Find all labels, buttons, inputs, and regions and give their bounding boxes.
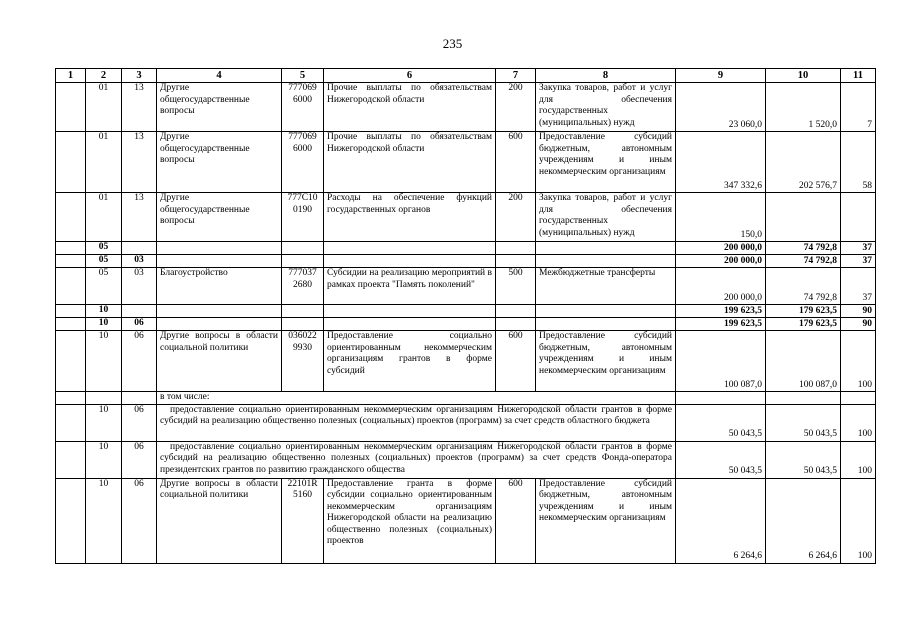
col-header: 4 [157, 69, 282, 83]
budget-table [55, 68, 876, 564]
col-header: 3 [122, 69, 157, 83]
col-header: 6 [324, 69, 496, 83]
cell-plan: 347 332,6 [676, 132, 766, 193]
cell-row [56, 193, 86, 242]
cell-article-name: Предоставление социально ориентированным некоммерческим организациям грантов в форме субсидий [324, 331, 496, 392]
cell-actual: 6 264,6 [766, 478, 841, 563]
cell-actual: 100 087,0 [766, 331, 841, 392]
page-number: 235 [442, 36, 463, 51]
cell-subsection-name [157, 255, 282, 268]
cell-percent [841, 193, 876, 242]
col-header: 8 [536, 69, 676, 83]
cell-actual: 50 043,5 [766, 404, 841, 441]
cell-percent: 7 [841, 83, 876, 132]
col-header: 7 [496, 69, 536, 83]
cell-expense-type [496, 255, 536, 268]
cell-plan [676, 392, 766, 405]
cell-target-article: 22101R 5160 [282, 478, 324, 563]
cell-target-article: 777037 2680 [282, 268, 324, 305]
cell-expense-type: 600 [496, 331, 536, 392]
cell-subsection: 06 [122, 441, 157, 478]
cell-percent: 100 [841, 441, 876, 478]
cell-expense-type [496, 242, 536, 255]
table-row [56, 132, 876, 193]
cell-expense-type: 200 [496, 193, 536, 242]
cell-target-article: 777C10 0190 [282, 193, 324, 242]
cell-subsection-name [157, 242, 282, 255]
cell-subsection-name: Другие вопросы в области социальной политики [157, 331, 282, 392]
table-row [56, 318, 876, 331]
col-header: 1 [56, 69, 86, 83]
col-header: 2 [86, 69, 122, 83]
cell-description: предоставление социально ориентированным некоммерческим организациям Нижегородской области грантов в форме субсидий на реализацию общественно полезных (социальных) проектов (программ) за счет средств Фонда-оператора президентских грантов по развитию гражданского общества [157, 441, 676, 478]
cell-expense-type-name: Предоставление субсидий бюджетным, автономным учреждениям и иным некоммерческим организациям [536, 331, 676, 392]
cell-expense-type-name: Закупка товаров, работ и услуг для обеспечения государственных (муниципальных) нужд [536, 193, 676, 242]
cell-actual: 74 792,8 [766, 268, 841, 305]
cell-subsection: 06 [122, 404, 157, 441]
cell-expense-type-name [536, 305, 676, 318]
cell-target-article [282, 242, 324, 255]
table-row [56, 83, 876, 132]
cell-plan: 6 264,6 [676, 478, 766, 563]
cell-target-article: 777069 6000 [282, 83, 324, 132]
cell-percent: 90 [841, 305, 876, 318]
cell-actual: 50 043,5 [766, 441, 841, 478]
cell-expense-type: 200 [496, 83, 536, 132]
cell-subsection: 13 [122, 193, 157, 242]
cell-expense-type [496, 318, 536, 331]
cell-percent: 37 [841, 268, 876, 305]
header-row [56, 69, 876, 83]
cell-percent: 100 [841, 478, 876, 563]
cell-plan: 200 000,0 [676, 255, 766, 268]
cell-actual: 74 792,8 [766, 242, 841, 255]
cell-actual: 179 623,5 [766, 305, 841, 318]
cell-section: 05 [86, 242, 122, 255]
cell-article-name: Прочие выплаты по обязательствам Нижегородской области [324, 83, 496, 132]
cell-article-name: Прочие выплаты по обязательствам Нижегородской области [324, 132, 496, 193]
cell-subsection-name [157, 318, 282, 331]
table-row [56, 404, 876, 441]
cell-subsection-name: Другие общегосударственные вопросы [157, 83, 282, 132]
table-row [56, 331, 876, 392]
cell-subsection-name: Другие вопросы в области социальной политики [157, 478, 282, 563]
cell-plan: 100 087,0 [676, 331, 766, 392]
col-header: 5 [282, 69, 324, 83]
cell-row [56, 478, 86, 563]
cell-row [56, 331, 86, 392]
table-row [56, 268, 876, 305]
cell-plan: 23 060,0 [676, 83, 766, 132]
cell-plan: 150,0 [676, 193, 766, 242]
cell-expense-type-name: Межбюджетные трансферты [536, 268, 676, 305]
cell-percent: 100 [841, 404, 876, 441]
table-row [56, 242, 876, 255]
cell-actual [766, 193, 841, 242]
cell-article-name [324, 255, 496, 268]
cell-section [86, 392, 122, 405]
cell-expense-type-name [536, 255, 676, 268]
cell-plan: 50 043,5 [676, 441, 766, 478]
cell-subsection-name: Другие общегосударственные вопросы [157, 193, 282, 242]
cell-percent [841, 392, 876, 405]
cell-plan: 200 000,0 [676, 268, 766, 305]
cell-plan: 199 623,5 [676, 305, 766, 318]
cell-article-name: Расходы на обеспечение функций государственных органов [324, 193, 496, 242]
table-row [56, 441, 876, 478]
cell-expense-type: 600 [496, 132, 536, 193]
cell-target-article: 036022 9930 [282, 331, 324, 392]
cell-subsection [122, 392, 157, 405]
table-row [56, 305, 876, 318]
cell-subsection: 06 [122, 318, 157, 331]
cell-plan: 199 623,5 [676, 318, 766, 331]
cell-row [56, 404, 86, 441]
cell-expense-type-name: Предоставление субсидий бюджетным, автономным учреждениям и иным некоммерческим организациям [536, 132, 676, 193]
cell-row [56, 242, 86, 255]
cell-expense-type: 600 [496, 478, 536, 563]
cell-section: 10 [86, 478, 122, 563]
cell-row [56, 132, 86, 193]
cell-subsection: 06 [122, 478, 157, 563]
cell-percent: 37 [841, 255, 876, 268]
cell-percent: 58 [841, 132, 876, 193]
cell-section: 10 [86, 305, 122, 318]
cell-subsection-name [157, 305, 282, 318]
cell-expense-type-name [536, 242, 676, 255]
table-row [56, 478, 876, 563]
cell-article-name [324, 242, 496, 255]
including-label: в том числе: [157, 392, 676, 405]
cell-section: 01 [86, 83, 122, 132]
cell-section: 10 [86, 331, 122, 392]
cell-section: 01 [86, 132, 122, 193]
cell-subsection: 03 [122, 255, 157, 268]
cell-row [56, 318, 86, 331]
cell-expense-type [496, 305, 536, 318]
cell-article-name [324, 305, 496, 318]
cell-target-article [282, 305, 324, 318]
cell-subsection-name: Благоустройство [157, 268, 282, 305]
cell-subsection [122, 242, 157, 255]
cell-actual: 202 576,7 [766, 132, 841, 193]
cell-section: 05 [86, 255, 122, 268]
cell-percent: 37 [841, 242, 876, 255]
cell-section: 10 [86, 318, 122, 331]
cell-actual: 74 792,8 [766, 255, 841, 268]
cell-row [56, 83, 86, 132]
col-header: 10 [766, 69, 841, 83]
cell-article-name: Субсидии на реализацию мероприятий в рамках проекта "Память поколений" [324, 268, 496, 305]
table-row [56, 392, 876, 405]
cell-row [56, 268, 86, 305]
cell-description: предоставление социально ориентированным некоммерческим организациям Нижегородской области грантов в форме субсидий на реализацию общественно полезных (социальных) проектов (программ) за счет средств областного бюджета [157, 404, 676, 441]
cell-row [56, 255, 86, 268]
cell-target-article [282, 318, 324, 331]
cell-subsection: 13 [122, 132, 157, 193]
table-row [56, 255, 876, 268]
cell-expense-type-name: Предоставление субсидий бюджетным, автономным учреждениям и иным некоммерческим организациям [536, 478, 676, 563]
cell-target-article [282, 255, 324, 268]
cell-row [56, 392, 86, 405]
cell-article-name: Предоставление гранта в форме субсидии социально ориентированным некоммерческим организациям Нижегородской области на реализацию общественно полезных (социальных) проектов [324, 478, 496, 563]
cell-subsection [122, 305, 157, 318]
cell-section: 10 [86, 404, 122, 441]
cell-expense-type: 500 [496, 268, 536, 305]
cell-actual: 1 520,0 [766, 83, 841, 132]
col-header: 9 [676, 69, 766, 83]
cell-subsection-name: Другие общегосударственные вопросы [157, 132, 282, 193]
cell-subsection: 03 [122, 268, 157, 305]
cell-section: 05 [86, 268, 122, 305]
cell-percent: 100 [841, 331, 876, 392]
cell-section: 01 [86, 193, 122, 242]
cell-subsection: 13 [122, 83, 157, 132]
cell-expense-type-name: Закупка товаров, работ и услуг для обеспечения государственных (муниципальных) нужд [536, 83, 676, 132]
cell-target-article: 777069 6000 [282, 132, 324, 193]
cell-plan: 200 000,0 [676, 242, 766, 255]
cell-row [56, 441, 86, 478]
cell-row [56, 305, 86, 318]
cell-percent: 90 [841, 318, 876, 331]
cell-actual [766, 392, 841, 405]
table-row [56, 193, 876, 242]
cell-article-name [324, 318, 496, 331]
col-header: 11 [841, 69, 876, 83]
cell-plan: 50 043,5 [676, 404, 766, 441]
cell-actual: 179 623,5 [766, 318, 841, 331]
cell-subsection: 06 [122, 331, 157, 392]
cell-section: 10 [86, 441, 122, 478]
cell-expense-type-name [536, 318, 676, 331]
